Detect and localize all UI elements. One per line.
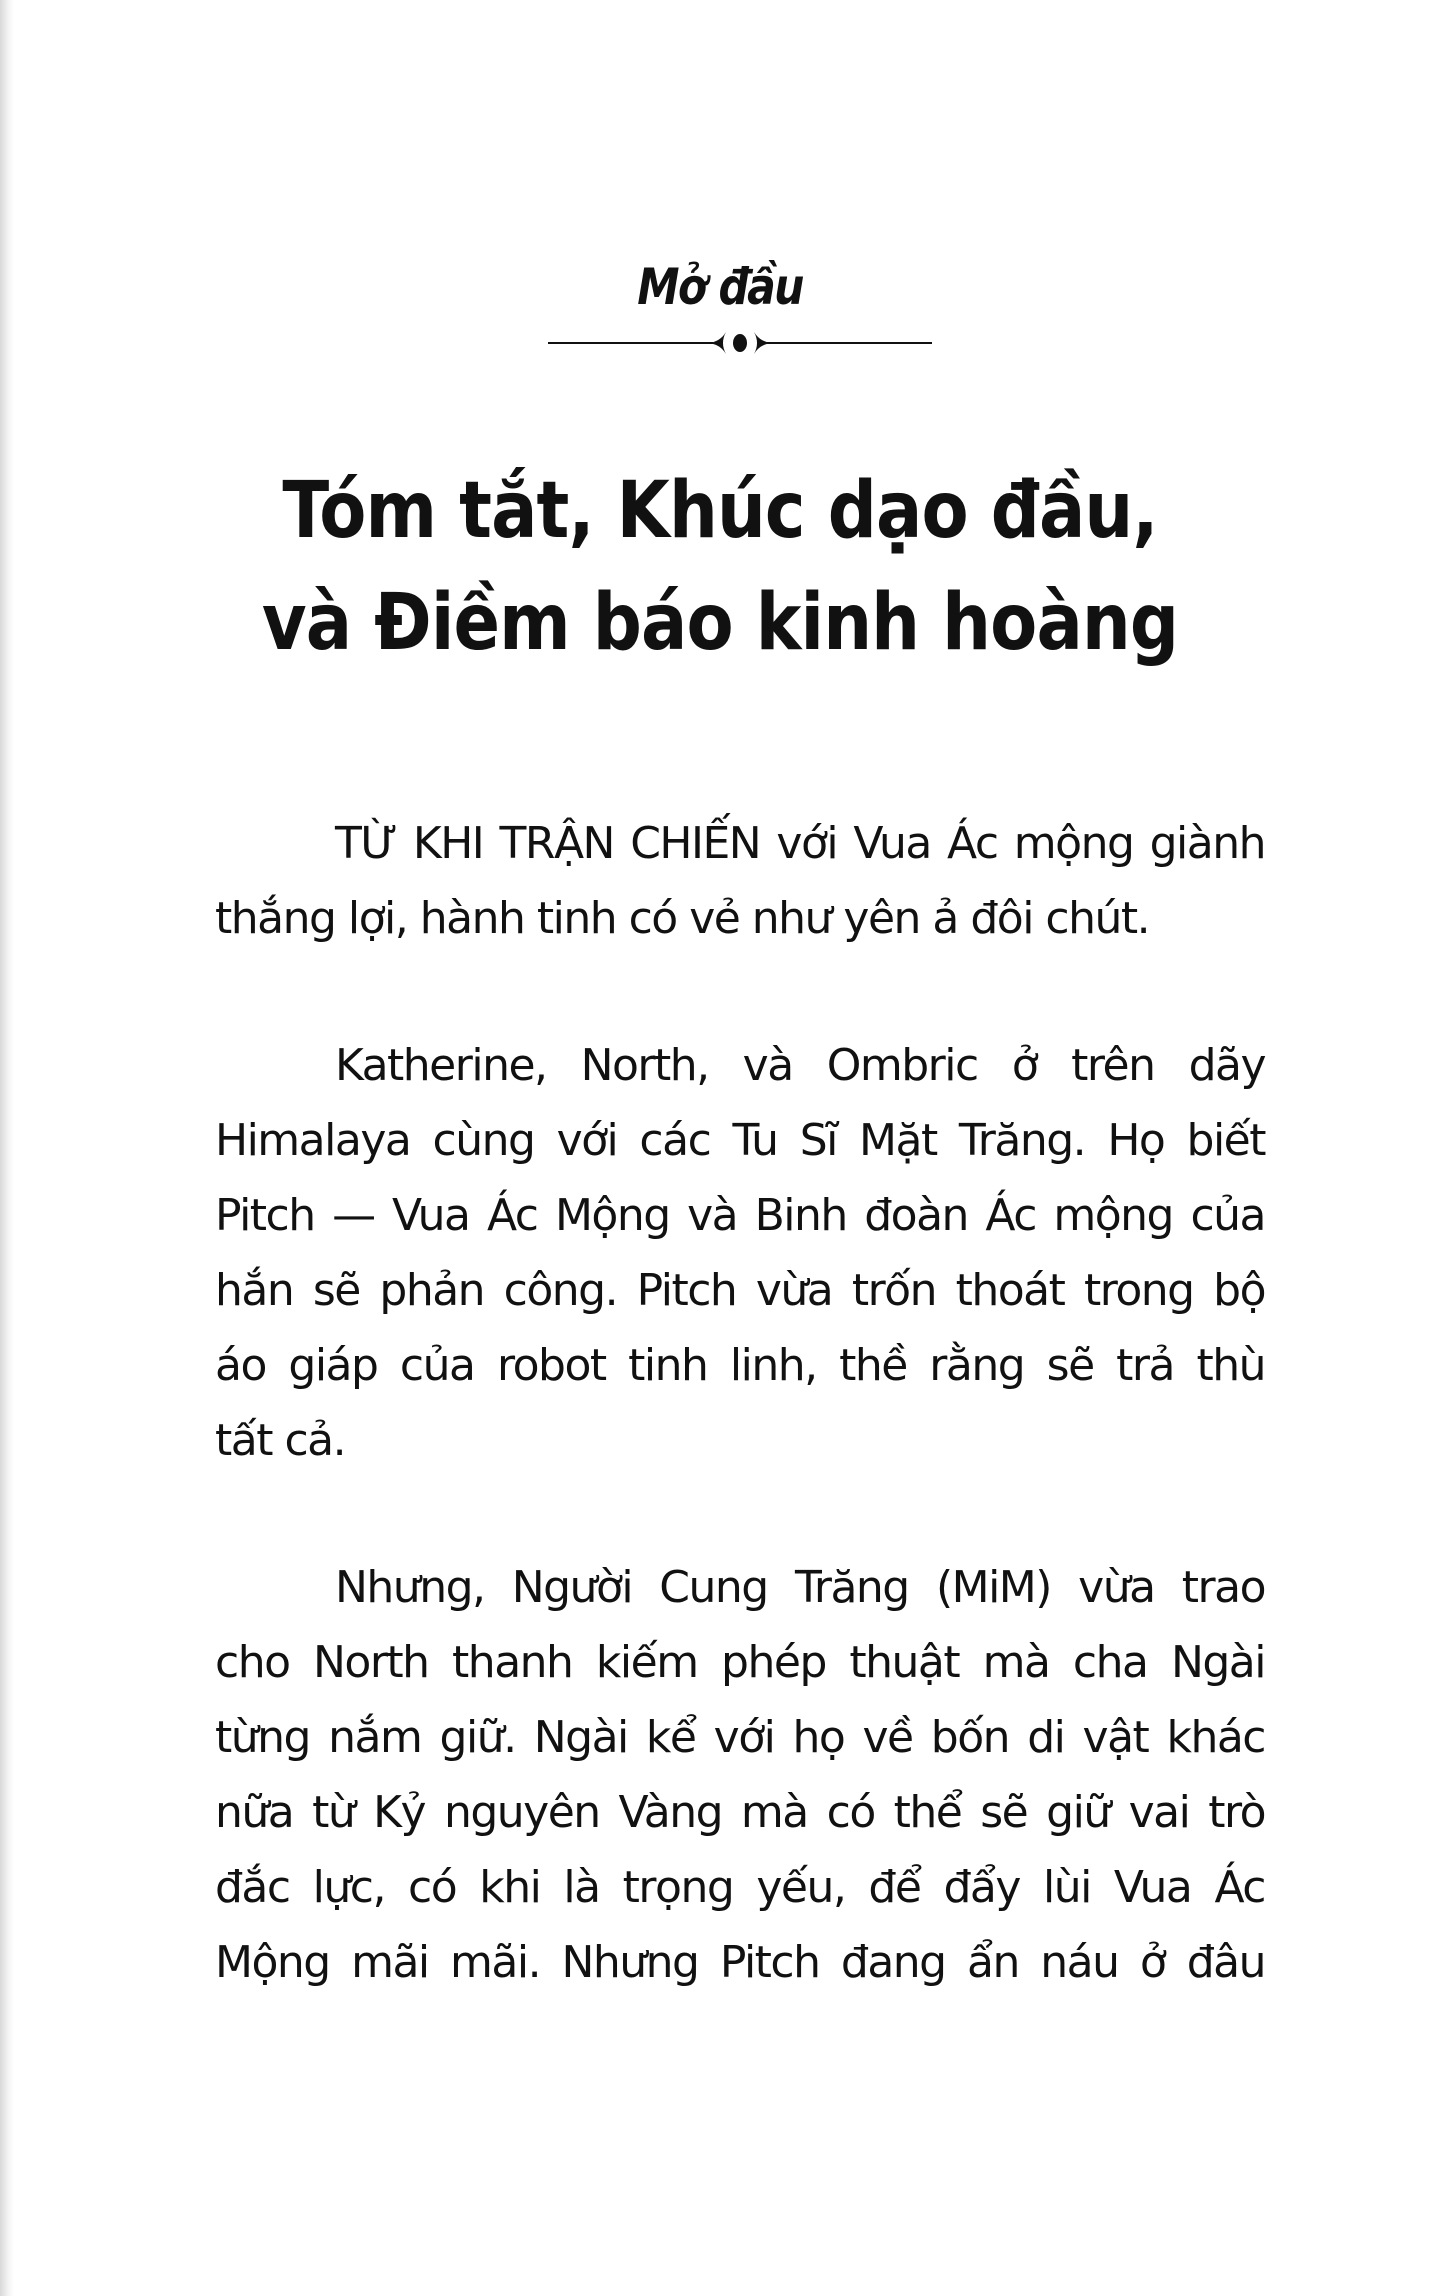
text-line: từng nắm giữ. Ngài kể với họ về bốn di vật khác bbox=[215, 1712, 1265, 1763]
paragraph bbox=[215, 1028, 1265, 1478]
chapter-label: Mở đầu bbox=[637, 258, 803, 316]
paragraph bbox=[215, 806, 1265, 956]
text-line: nữa từ Kỷ nguyên Vàng mà có thể sẽ giữ vai trò bbox=[215, 1787, 1265, 1838]
text-line: tất cả. bbox=[215, 1415, 346, 1466]
text-line: đắc lực, có khi là trọng yếu, để đẩy lùi Vua Ác bbox=[215, 1862, 1265, 1913]
text-line: hắn sẽ phản công. Pitch vừa trốn thoát trong bộ bbox=[215, 1265, 1265, 1316]
text-line: thắng lợi, hành tinh có vẻ như yên ả đôi chút. bbox=[215, 893, 1150, 944]
title-line: và Điềm báo kinh hoàng bbox=[261, 578, 1179, 668]
text-line: áo giáp của robot tinh linh, thề rằng sẽ trả thù bbox=[215, 1340, 1265, 1391]
paragraph bbox=[215, 1550, 1265, 2000]
text-line: Pitch — Vua Ác Mộng và Binh đoàn Ác mộng của bbox=[215, 1190, 1265, 1241]
body-text bbox=[215, 806, 1265, 2072]
text-line: cho North thanh kiếm phép thuật mà cha Ngài bbox=[215, 1637, 1265, 1688]
text-line: Mộng mãi mãi. Nhưng Pitch đang ẩn náu ở đâu bbox=[215, 1937, 1265, 1988]
title-line: Tóm tắt, Khúc dạo đầu, bbox=[282, 466, 1158, 556]
text-line: Himalaya cùng với các Tu Sĩ Mặt Trăng. Họ biết bbox=[215, 1115, 1265, 1166]
ornament-divider-icon bbox=[548, 328, 932, 358]
text-line: TỪ KHI TRẬN CHIẾN với Vua Ác mộng giành bbox=[335, 818, 1265, 869]
chapter-title bbox=[0, 455, 1440, 679]
text-line: Nhưng, Người Cung Trăng (MiM) vừa trao bbox=[335, 1562, 1265, 1613]
text-line: Katherine, North, và Ombric ở trên dãy bbox=[335, 1040, 1265, 1091]
scan-edge bbox=[0, 0, 14, 2296]
